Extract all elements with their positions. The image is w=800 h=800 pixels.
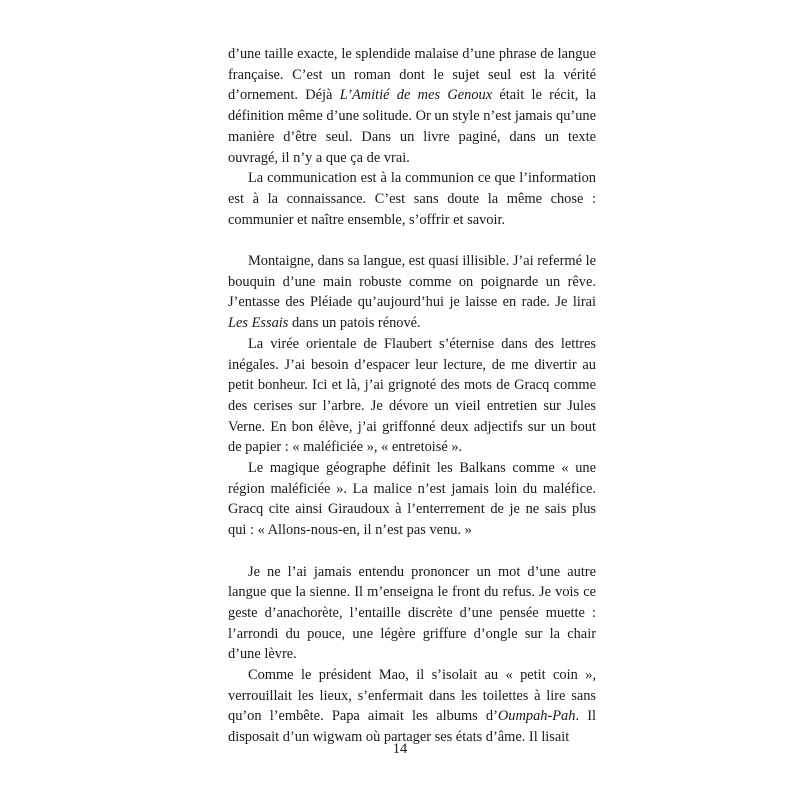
text-fragment: Comme le président Mao, il s’isolait au « petit coin », verrouillait les lieux, s’enfermait dans les toilettes à lire sans qu’on l’embête. Papa aimait les albums d’ (228, 667, 596, 725)
page-number: 14 (392, 741, 408, 757)
book-page (228, 44, 596, 748)
text-fragment: . Il disposait d’un wigwam où partager ses états d’âme. Il lisait (228, 708, 596, 746)
book-title: Les Essais (228, 315, 289, 332)
paragraph (228, 562, 596, 666)
paragraph (228, 458, 596, 541)
section-break (228, 230, 596, 251)
section-break (228, 541, 596, 562)
text-fragment: était le récit, la définition même d’une solitude. Or un style n’est jamais qu’une manière d’être seul. Dans un livre paginé, dans un texte ouvragé, il n’y a que ça de vrai. (228, 87, 597, 166)
paragraph (228, 665, 596, 748)
text-block (228, 44, 596, 748)
text-fragment: d’une taille exacte, le splendide malaise d’une phrase de langue française. C’est un roman dont le sujet seul est la vérité d’ornement. Déjà (228, 46, 596, 104)
text-fragment: dans un patois rénové. (288, 315, 421, 332)
text-fragment: La communication est à la communion ce que l’information est à la connaissance. C’est sans doute la même chose : communier et naître ensemble, s’offrir et savoir. (228, 170, 596, 228)
book-title: Oumpah-Pah (497, 708, 576, 725)
book-title: L’Amitié de mes Genoux (339, 87, 493, 104)
paragraph (228, 251, 596, 334)
paragraph (228, 168, 596, 230)
text-fragment: Le magique géographe définit les Balkans comme « une région maléficiée ». La malice n’est jamais loin du maléfice. Gracq cite ainsi Giraudoux à l’enterrement de je ne sais plus qui : « Allons-nous-en, il n’est pas venu. » (228, 460, 596, 539)
paragraph (228, 44, 596, 168)
text-fragment: La virée orientale de Flaubert s’éternise dans des lettres inégales. J’ai besoin d’espacer leur lecture, de me divertir au petit bonheur. Ici et là, j’ai grignoté des mots de Gracq comme des cerises sur l’arbre. Je dévore un vieil entretien sur Jules Verne. En bon élève, j’ai griffonné deux adjectifs sur un bout de papier : « maléficiée », « entretoisé ». (228, 335, 596, 456)
paragraph (228, 334, 596, 458)
text-fragment: Montaigne, dans sa langue, est quasi illisible. J’ai refermé le bouquin d’une main robuste comme on poignarde un rêve. J’entasse des Pléiade qu’aujourd’hui je laisse en rade. Je lirai (228, 253, 596, 311)
text-fragment: Je ne l’ai jamais entendu prononcer un mot d’une autre langue que la sienne. Il m’enseigna le front du refus. Je vois ce geste d’anachorète, l’entaille discrète d’une pensée muette : l’arrondi du pouce, une légère griffure d’ongle sur la chair d’une lèvre. (228, 563, 596, 663)
